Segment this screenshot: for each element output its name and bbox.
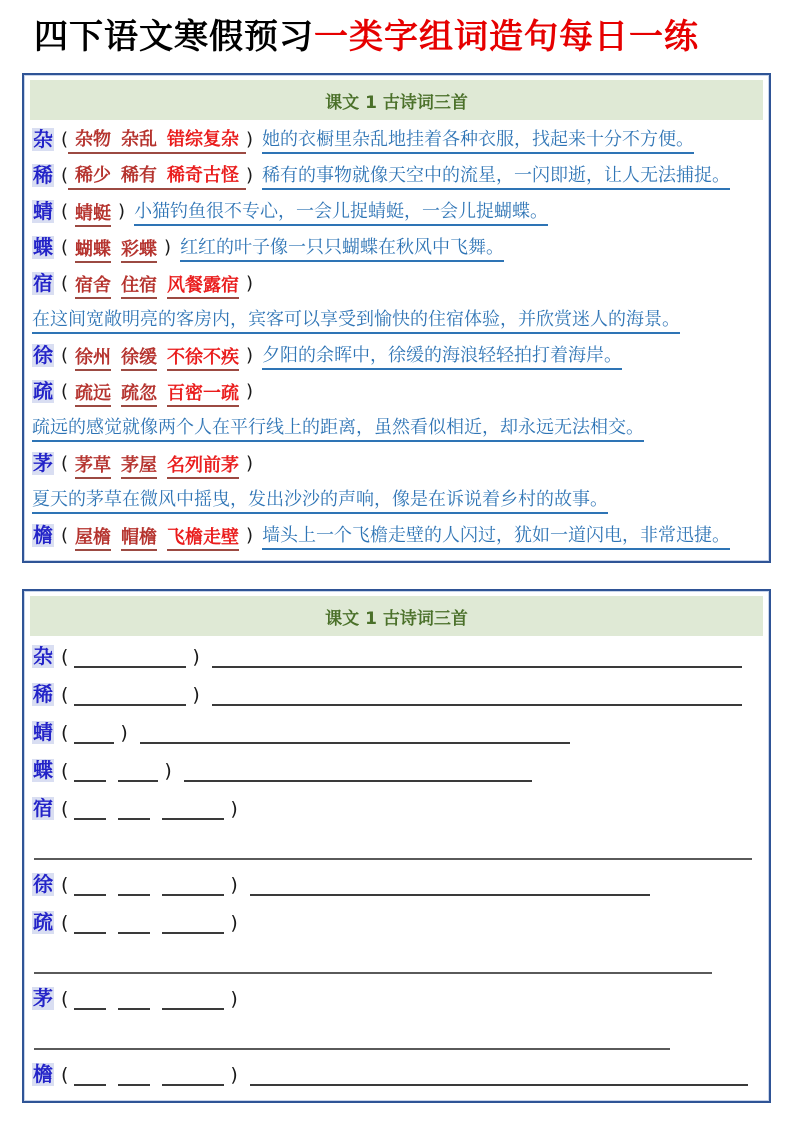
paren-open: ( xyxy=(61,873,69,896)
word-blank xyxy=(162,874,224,896)
head-character: 杂 xyxy=(33,127,53,151)
entry-row xyxy=(30,446,763,482)
example-sentence: 红红的叶子像一只只蝴蝶在秋风中飞舞。 xyxy=(180,233,504,262)
vocabulary-word: 疏远 xyxy=(75,383,111,407)
sentence-blank xyxy=(212,646,742,668)
example-sentence: 夏天的茅草在微风中摇曳，发出沙沙的声响，像是在诉说着乡村的故事。 xyxy=(32,485,608,514)
word-blank xyxy=(162,1064,224,1086)
title-red-part: 一类字组词造句每日一练 xyxy=(314,17,699,57)
sentence-row xyxy=(30,482,763,518)
vocabulary-word: 杂物 xyxy=(75,129,112,150)
word-group xyxy=(68,271,246,297)
practice-row xyxy=(30,638,763,676)
paren-open: ( xyxy=(61,911,69,934)
word-blank xyxy=(74,760,106,782)
paren-open: ( xyxy=(61,683,69,706)
paren-close: ) xyxy=(230,911,238,934)
paren-open: ( xyxy=(61,453,69,474)
head-character: 稀 xyxy=(33,163,53,187)
practice-row xyxy=(30,752,763,790)
paren-open: ( xyxy=(61,237,69,258)
head-character: 宿 xyxy=(33,796,53,820)
example-sentence: 墙头上一个飞檐走壁的人闪过，犹如一道闪电，非常迅捷。 xyxy=(262,521,730,550)
lesson-header: 课文 1 古诗词三首 xyxy=(30,596,763,636)
vocabulary-word: 错综复杂 xyxy=(167,129,240,150)
paren-open: ( xyxy=(61,1063,69,1086)
paren-open: ( xyxy=(61,273,69,294)
practice-row xyxy=(30,676,763,714)
word-blank xyxy=(118,874,150,896)
example-sentence: 夕阳的余晖中，徐缓的海浪轻轻拍打着海岸。 xyxy=(262,341,622,370)
paren-close: ) xyxy=(230,987,238,1010)
word-blank xyxy=(162,988,224,1010)
example-sentence: 她的衣橱里杂乱地挂着各种衣服，找起来十分不方便。 xyxy=(262,125,694,154)
paren-close: ) xyxy=(230,797,238,820)
sentence-row xyxy=(30,410,763,446)
vocabulary-word: 彩蝶 xyxy=(121,239,157,263)
word-group xyxy=(68,451,246,477)
word-group xyxy=(68,235,164,261)
vocabulary-word: 飞檐走壁 xyxy=(167,527,239,551)
page-title xyxy=(34,16,793,59)
entry-row xyxy=(30,158,763,194)
practice-row xyxy=(30,904,763,942)
paren-close: ) xyxy=(230,873,238,896)
example-sentence: 疏远的感觉就像两个人在平行线上的距离，虽然看似相近，却永远无法相交。 xyxy=(32,413,644,442)
vocabulary-word: 蜻蜓 xyxy=(75,203,111,227)
sentence-blank xyxy=(212,684,742,706)
word-blank xyxy=(162,912,224,934)
paren-open: ( xyxy=(61,987,69,1010)
vocabulary-word: 茅草 xyxy=(75,455,111,479)
paren-close: ) xyxy=(118,201,126,222)
paren-close: ) xyxy=(246,165,254,186)
vocabulary-word: 稀奇古怪 xyxy=(167,165,240,186)
word-group xyxy=(68,343,246,369)
vocabulary-word: 屋檐 xyxy=(75,527,111,551)
word-blank xyxy=(118,760,158,782)
head-character: 檐 xyxy=(33,1062,53,1086)
practice-row xyxy=(30,866,763,904)
vocabulary-word: 稀少 xyxy=(75,165,112,186)
head-character: 蜻 xyxy=(33,720,53,744)
word-blank xyxy=(162,798,224,820)
paren-close: ) xyxy=(164,759,172,782)
practice-row xyxy=(30,714,763,752)
word-blank xyxy=(74,646,186,668)
paren-open: ( xyxy=(61,345,69,366)
paren-open: ( xyxy=(61,721,69,744)
entry-row xyxy=(30,122,763,158)
head-character: 檐 xyxy=(33,523,53,547)
worksheet-page xyxy=(0,16,793,1103)
word-blank xyxy=(74,798,106,820)
word-blank xyxy=(74,722,114,744)
paren-close: ) xyxy=(192,683,200,706)
paren-close: ) xyxy=(164,237,172,258)
word-blank xyxy=(118,1064,150,1086)
word-group xyxy=(68,379,246,405)
sentence-row xyxy=(30,302,763,338)
line-row xyxy=(30,828,763,866)
word-blank xyxy=(118,988,150,1010)
head-character: 茅 xyxy=(33,451,53,475)
vocabulary-word: 风餐露宿 xyxy=(167,275,239,299)
sentence-blank xyxy=(250,874,650,896)
paren-open: ( xyxy=(61,129,69,150)
practice-row xyxy=(30,980,763,1018)
word-group xyxy=(68,125,246,154)
example-sentence: 在这间宽敞明亮的客房内，宾客可以享受到愉快的住宿体验，并欣赏迷人的海景。 xyxy=(32,305,680,334)
head-character: 稀 xyxy=(33,682,53,706)
head-character: 徐 xyxy=(33,343,53,367)
paren-close: ) xyxy=(120,721,128,744)
sentence-blank xyxy=(184,760,532,782)
vocabulary-word: 帽檐 xyxy=(121,527,157,551)
head-character: 杂 xyxy=(33,644,53,668)
head-character: 宿 xyxy=(33,271,53,295)
vocabulary-word: 稀有 xyxy=(121,165,158,186)
entry-row xyxy=(30,374,763,410)
paren-close: ) xyxy=(246,345,254,366)
vocabulary-word: 徐缓 xyxy=(121,347,157,371)
paren-open: ( xyxy=(61,165,69,186)
entry-row xyxy=(30,266,763,302)
vocabulary-word: 徐州 xyxy=(75,347,111,371)
vocabulary-word: 不徐不疾 xyxy=(167,347,239,371)
vocabulary-word: 茅屋 xyxy=(121,455,157,479)
vocabulary-word: 杂乱 xyxy=(121,129,158,150)
vocabulary-word: 名列前茅 xyxy=(167,455,239,479)
vocabulary-word: 疏忽 xyxy=(121,383,157,407)
paren-open: ( xyxy=(61,797,69,820)
head-character: 蝶 xyxy=(33,235,53,259)
lesson-answer-box xyxy=(22,73,771,563)
entry-row xyxy=(30,194,763,230)
paren-close: ) xyxy=(230,1063,238,1086)
paren-open: ( xyxy=(61,645,69,668)
entry-row xyxy=(30,338,763,374)
word-group xyxy=(68,161,246,190)
word-blank xyxy=(74,1064,106,1086)
practice-row xyxy=(30,790,763,828)
paren-close: ) xyxy=(246,525,254,546)
paren-open: ( xyxy=(61,759,69,782)
paren-open: ( xyxy=(61,381,69,402)
lesson-practice-box xyxy=(22,589,771,1103)
word-blank xyxy=(74,874,106,896)
paren-open: ( xyxy=(61,525,69,546)
sentence-blank xyxy=(34,948,712,974)
word-blank xyxy=(118,912,150,934)
vocabulary-word: 宿舍 xyxy=(75,275,111,299)
sentence-blank xyxy=(140,722,570,744)
head-character: 茅 xyxy=(33,986,53,1010)
head-character: 徐 xyxy=(33,872,53,896)
paren-close: ) xyxy=(246,129,254,150)
word-blank xyxy=(74,912,106,934)
lesson-header: 课文 1 古诗词三首 xyxy=(30,80,763,120)
word-blank xyxy=(118,798,150,820)
vocabulary-word: 百密一疏 xyxy=(167,383,239,407)
vocabulary-word: 蝴蝶 xyxy=(75,239,111,263)
head-character: 疏 xyxy=(33,379,53,403)
head-character: 疏 xyxy=(33,910,53,934)
answer-rows xyxy=(30,122,763,554)
line-row xyxy=(30,1018,763,1056)
example-sentence: 稀有的事物就像天空中的流星，一闪即逝，让人无法捕捉。 xyxy=(262,161,730,190)
sentence-blank xyxy=(34,1024,670,1050)
word-blank xyxy=(74,988,106,1010)
sentence-blank xyxy=(250,1064,748,1086)
paren-close: ) xyxy=(246,273,254,294)
vocabulary-word: 住宿 xyxy=(121,275,157,299)
paren-close: ) xyxy=(246,381,254,402)
paren-close: ) xyxy=(192,645,200,668)
practice-row xyxy=(30,1056,763,1094)
paren-open: ( xyxy=(61,201,69,222)
example-sentence: 小猫钓鱼很不专心，一会儿捉蜻蜓，一会儿捉蝴蝶。 xyxy=(134,197,548,226)
entry-row xyxy=(30,230,763,266)
word-group xyxy=(68,523,246,549)
practice-rows xyxy=(30,638,763,1094)
head-character: 蝶 xyxy=(33,758,53,782)
entry-row xyxy=(30,518,763,554)
word-blank xyxy=(74,684,186,706)
head-character: 蜻 xyxy=(33,199,53,223)
word-group xyxy=(68,199,118,225)
sentence-blank xyxy=(34,834,752,860)
paren-close: ) xyxy=(246,453,254,474)
title-black-part: 四下语文寒假预习 xyxy=(34,17,314,57)
line-row xyxy=(30,942,763,980)
